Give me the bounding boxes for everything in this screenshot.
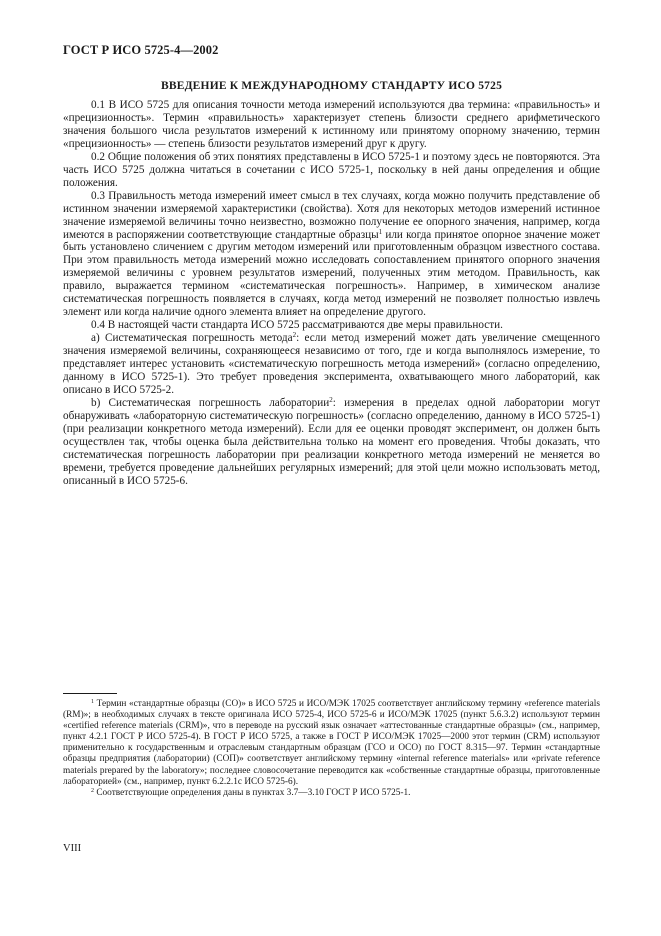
body-text xyxy=(63,99,600,488)
footnote-reference: 2 xyxy=(292,331,297,340)
section-title: ВВЕДЕНИЕ К МЕЖДУНАРОДНОМУ СТАНДАРТУ ИСО 5725 xyxy=(160,80,503,92)
paragraph-text: : если метод измерений может дать увеличение смещенного значения измеряемой величины, сохраняющееся независимо от того, где и когда выполнялось измерение, то представляет интерес установить «систематическую погрешность метода измерений» (согласно определению, данному в ИСО 5725-1). Это требует проведения эксперимента, охватывающего много лабораторий, как описано в ИСО 5725-2. xyxy=(63,332,600,396)
footnote-2 xyxy=(63,788,600,799)
footnote-reference: 2 xyxy=(329,395,333,404)
paragraph-item-b xyxy=(63,397,600,488)
footnotes xyxy=(63,699,600,799)
footnote-separator xyxy=(63,693,117,694)
paragraph-text: b) Систематическая погрешность лаборатории xyxy=(91,396,330,409)
paragraph-0-3 xyxy=(63,190,600,320)
document-header: ГОСТ Р ИСО 5725-4—2002 xyxy=(63,43,219,57)
paragraph-item-a xyxy=(63,332,600,397)
page-number: VIII xyxy=(63,843,82,854)
footnote-mark: 2 xyxy=(91,787,94,794)
footnote-reference: 1 xyxy=(378,227,383,236)
footnote-mark: 1 xyxy=(91,699,94,705)
paragraph-0-4: 0.4 В настоящей части стандарта ИСО 5725 рассматриваются две меры правильности. xyxy=(91,319,503,332)
footnote-1 xyxy=(63,699,600,788)
paragraph-text: а) Систематическая погрешность метода xyxy=(91,332,293,345)
paragraph-0-1: 0.1 В ИСО 5725 для описания точности метода измерений используются два термина: «правильность» и «прецизионность». Термин «правильность» характеризует степень близости среднего арифметического значения большого числа результатов измерений к истинному или принятому опорному значению, термин «прецизионность» — степень близости результатов измерений друг к другу. xyxy=(63,99,600,150)
footnote-text: Соответствующие определения даны в пунктах 3.7—3.10 ГОСТ Р ИСО 5725-1. xyxy=(94,787,411,798)
paragraph-text: : измерения в пределах одной лаборатории могут обнаруживать «лабораторную систематическую погрешность» (согласно определению, данному в ИСО 5725-1) (при реализации конкретного метода измерений). Если для ее оценки проводят эксперимент, он должен быть осуществлен так, чтобы оценка была действительна только на момент его проведения. Чтобы доказать, что систематическая погрешность лаборатории при реализации конкретного метода измерений не меняется во времени, требуется проведение дальнейших регулярных измерений; для этой цели можно использовать метод, описанный в ИСО 5725-6. xyxy=(63,396,600,487)
paragraph-0-2: 0.2 Общие положения об этих понятиях представлены в ИСО 5725-1 и поэтому здесь не повторяются. Эта часть ИСО 5725 должна читаться в сочетании с ИСО 5725-1, поскольку в ней даны определения и общие положения. xyxy=(63,150,600,189)
footnote-text: Термин «стандартные образцы (СО)» в ИСО 5725 и ИСО/МЭК 17025 соответствует английскому термину «reference materials (RM)»; в необходимых случаях в тексте оригинала ИСО 5725-4, ИСО 5725-6 и ИСО/МЭК 17025 (пункт 5.6.3.2) используют термин «certified reference materials (CRM)», что в переводе на русский язык означает «аттестованные стандартные образцы» (см., например, пункт 4.2.1 ГОСТ Р ИСО 5725-4). В ГОСТ Р ИСО 5725, а также в ГОСТ Р ИСО/МЭК 17025—2000 этот термин (CRM) используют применительно к государственным и отраслевым стандартным образцам (ГСО и ОСО) по ГОСТ 8.315—97. Термин «стандартные образцы предприятия (лаборатории) (СОП)» соответствует английскому термину «internal reference materials» или «private reference materials prepared by the laboratory»; последнее словосочетание переводится как «собственные стандартные образцы, приготовленные лабораторией» (см., например, пункт 6.2.2.1с ИСО 5725-6). xyxy=(63,699,600,787)
paragraph-text: 0.3 Правильность метода измерений имеет смысл в тех случаях, когда можно получить представление об истинном значении измеряемой характеристики (свойства). Хотя для некоторых методов измерений истинное значение измеряемой величины точно неизвестно, возможно получение ее опорного значения, например, когда имеются в распоряжении соответствующие стандартные образцы xyxy=(63,189,600,241)
paragraph-text: или когда принятое опорное значение может быть установлено сличением с другим методом измерений или приготовленным образцом известного состава. При этом правильность метода измерений можно исследовать сопоставлением принятого опорного значения измеряемой величины с уровнем результатов измерений, полученных этим методом. Правильность, как правило, выражается термином «систематическая погрешность». Например, в химическом анализе систематическая погрешность появляется в случаях, когда метод измерений не позволяет полностью извлечь элемент или когда наличие одного элемента влияет на определение другого. xyxy=(63,228,600,319)
